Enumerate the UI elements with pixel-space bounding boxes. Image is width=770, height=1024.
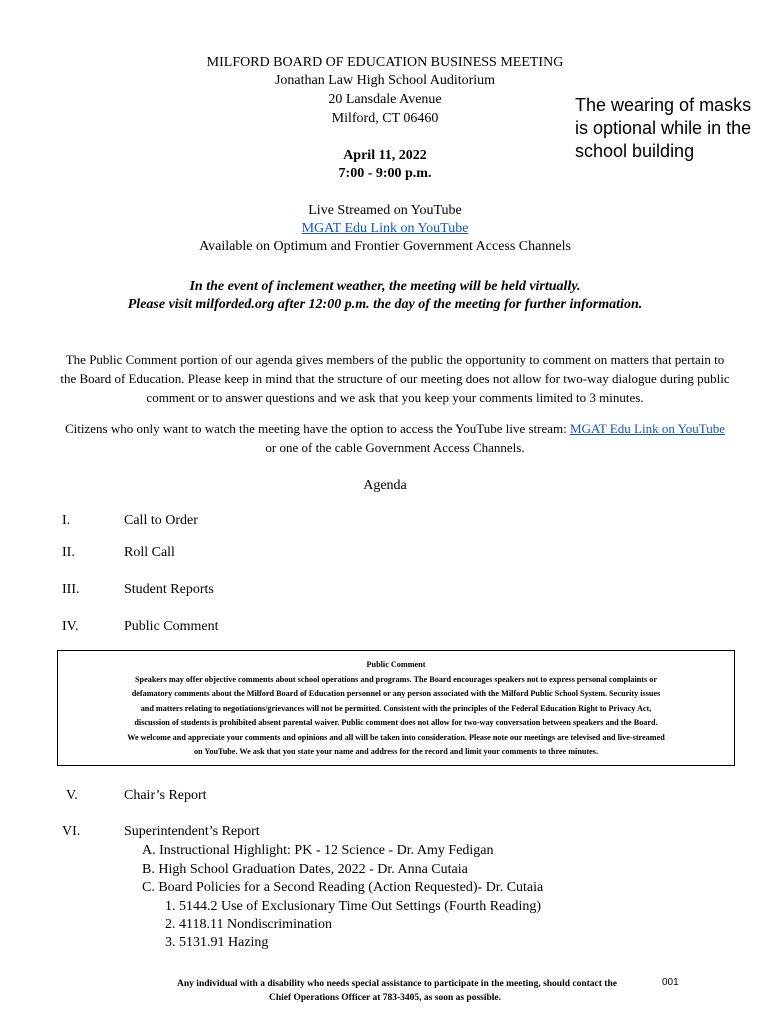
meeting-street: 20 Lansdale Avenue (328, 92, 442, 107)
channels-line: Available on Optimum and Frontier Government Access Channels (199, 239, 571, 254)
agenda-num-3: III. (62, 582, 80, 597)
pc-box-line: discussion of students is prohibited absent parental waiver. Public comment does not allow for two-way conversation between speakers and the Board. (134, 718, 658, 727)
agenda-num-5: V. (66, 788, 78, 803)
citizens-youtube-link[interactable]: MGAT Edu Link on YouTube (570, 421, 725, 436)
agenda-item-call-to-order: Call to Order (124, 513, 198, 528)
agenda-item-roll-call: Roll Call (124, 545, 175, 560)
policy-item-3: 3. 5131.91 Hazing (165, 935, 269, 950)
youtube-link[interactable]: MGAT Edu Link on YouTube (301, 221, 469, 236)
stream-line: Live Streamed on YouTube (308, 203, 462, 218)
pc-box-line: We welcome and appreciate your comments and opinions and all will be taken into consideration. Please note our meetings are televised and live-streamed (127, 732, 665, 742)
pc-box-line: Speakers may offer objective comments about school operations and programs. The Board encourages speakers not to express personal complaints or (134, 674, 657, 684)
agenda-item-superintendents-report: Superintendent’s Report (124, 824, 260, 839)
policy-item-2: 2. 4118.11 Nondiscrimination (165, 917, 332, 932)
page-number: 001 (662, 977, 679, 988)
agenda-title: Agenda (363, 478, 407, 493)
superintendent-item-c: C. Board Policies for a Second Reading (Action Requested)- Dr. Cutaia (142, 880, 544, 895)
citizens-text-after: or one of the cable Government Access Channels. (265, 440, 525, 455)
meeting-date: April 11, 2022 (343, 148, 427, 163)
agenda-num-4: IV. (62, 619, 79, 634)
footer-line-1: Any individual with a disability who needs special assistance to participate in the meeting, should contact the (177, 979, 617, 989)
citizens-text-before: Citizens who only want to watch the meeting have the option to access the YouTube live stream: (65, 421, 571, 436)
public-comment-box (57, 650, 735, 766)
mask-note: The wearing of masks is optional while in the school building (575, 95, 752, 161)
meeting-venue: Jonathan Law High School Auditorium (274, 73, 496, 88)
policy-item-1: 1. 5144.2 Use of Exclusionary Time Out Settings (Fourth Reading) (165, 899, 542, 914)
superintendent-item-a: A. Instructional Highlight: PK - 12 Science - Dr. Amy Fedigan (142, 843, 494, 858)
agenda-num-1: I. (62, 513, 71, 528)
superintendent-item-b: B. High School Graduation Dates, 2022 - Dr. Anna Cutaia (142, 862, 468, 877)
weather-line-1: In the event of inclement weather, the meeting will be held virtually. (189, 279, 581, 294)
agenda-num-6: VI. (62, 824, 81, 839)
pc-box-line: on YouTube. We ask that you state your name and address for the record and limit your comments to three minutes. (193, 747, 599, 756)
meeting-city: Milford, CT 06460 (331, 111, 439, 126)
pc-box-line: defamatory comments about the Milford Board of Education personnel or any person associated with the Milford Public School System. Security issues (131, 689, 661, 698)
stream-link-wrap (0, 220, 770, 238)
pc-box-line: and matters relating to negotiations/grievances will not be permitted. Consistent with the principles of the Federal Education Right to Privacy Act, (140, 703, 652, 713)
weather-line-2: Please visit milforded.org after 12:00 p.m. the day of the meeting for further information. (127, 297, 643, 312)
agenda-item-chairs-report: Chair’s Report (124, 788, 207, 803)
public-comment-intro: The Public Comment portion of our agenda gives members of the public the opportunity to comment on matters that pertain to the Board of Education. Please keep in mind that the structure of our meeting does not allow for two-way dialogue during public comment or to answer questions and we ask that you keep your comments limited to 3 minutes. (60, 352, 730, 405)
meeting-time: 7:00 - 9:00 p.m. (338, 166, 432, 181)
footer-line-2: Chief Operations Officer at 783-3405, as soon as possible. (268, 993, 502, 1003)
agenda-item-public-comment: Public Comment (124, 619, 219, 634)
meeting-title: MILFORD BOARD OF EDUCATION BUSINESS MEETING (206, 55, 564, 70)
pc-box-title: Public Comment (366, 660, 426, 669)
agenda-item-student-reports: Student Reports (124, 582, 214, 597)
agenda-num-2: II. (62, 545, 75, 560)
citizens-paragraph (60, 419, 730, 457)
